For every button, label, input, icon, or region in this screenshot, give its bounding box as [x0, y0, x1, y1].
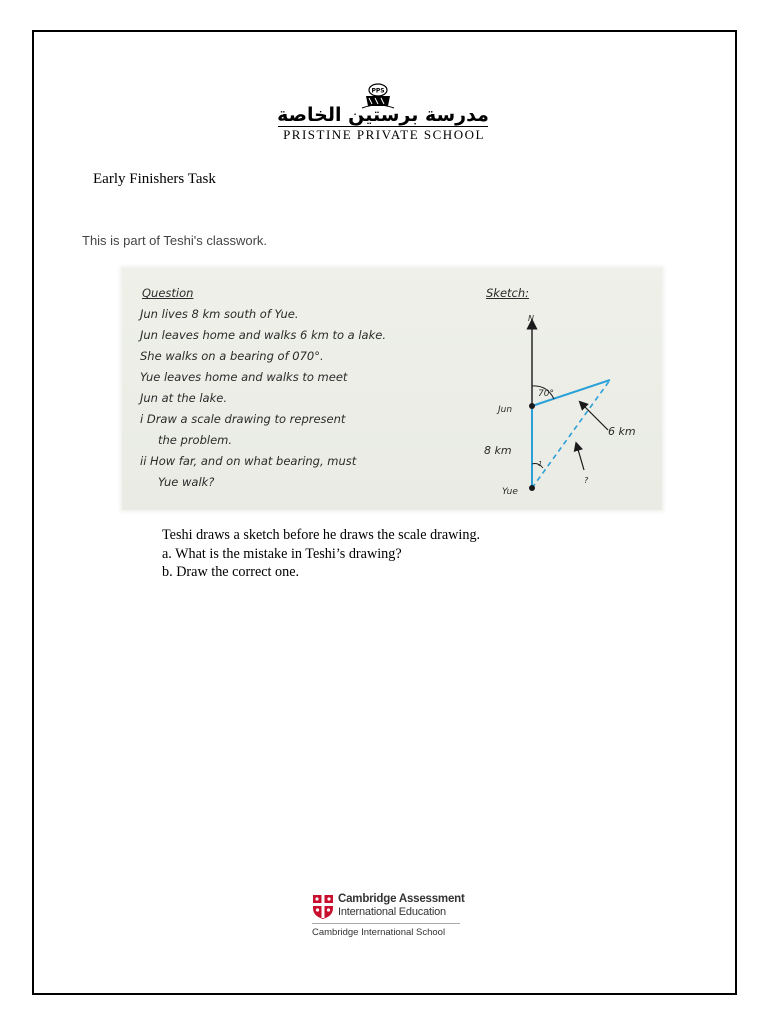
task-questions [162, 526, 480, 582]
bearing-sketch [122, 268, 662, 510]
school-english-name: PRISTINE PRIVATE SCHOOL [283, 127, 485, 141]
small-angle-label: 1 [538, 460, 543, 468]
question-heading: Question [142, 286, 194, 300]
angle-label: 70° [538, 389, 554, 399]
cambridge-line2: International Education [338, 906, 446, 918]
task-question-intro: Teshi draws a sketch before he draws the scale drawing. [162, 527, 481, 543]
pointer-arrow-6km [582, 404, 608, 430]
task-question-a: a. What is the mistake in Teshi’s drawing? [162, 545, 402, 562]
question-line: ii How far, and on what bearing, must [140, 454, 357, 468]
point-jun [529, 403, 535, 409]
question-line: i Draw a scale drawing to represent [140, 412, 346, 426]
north-label: N [528, 314, 534, 323]
question-line: Yue leaves home and walks to meet [140, 370, 348, 384]
distance-6km-label: 6 km [608, 425, 636, 438]
classwork-image [122, 268, 662, 510]
question-line: Jun lives 8 km south of Yue. [140, 307, 299, 321]
cambridge-line1: Cambridge Assessment [338, 893, 465, 905]
cambridge-shield-icon [312, 894, 334, 920]
question-line: Jun at the lake. [140, 391, 227, 405]
point-yue [529, 485, 535, 491]
school-logo [272, 82, 494, 142]
school-arabic-name: مدرسة برستين الخاصة [277, 104, 489, 126]
sketch-heading: Sketch: [486, 286, 530, 300]
question-line: Jun leaves home and walks 6 km to a lake. [140, 328, 386, 342]
cambridge-line3: Cambridge International School [312, 927, 446, 938]
task-title: Early Finishers Task [93, 171, 216, 187]
pointer-arrow-unknown [577, 446, 584, 470]
crest-initials: PPS [371, 87, 385, 95]
task-question-b: b. Draw the correct one. [162, 564, 300, 580]
question-line: Yue walk? [158, 475, 215, 489]
cambridge-logo [312, 893, 472, 943]
jun-label: Jun [498, 405, 513, 415]
cambridge-divider [312, 923, 460, 924]
unknown-label: ? [584, 476, 589, 485]
yue-label: Yue [502, 487, 518, 497]
question-line: the problem. [158, 433, 233, 447]
distance-8km-label: 8 km [484, 444, 512, 457]
intro-text: This is part of Teshi's classwork. [82, 233, 268, 248]
question-line: She walks on a bearing of 070°. [140, 349, 324, 363]
